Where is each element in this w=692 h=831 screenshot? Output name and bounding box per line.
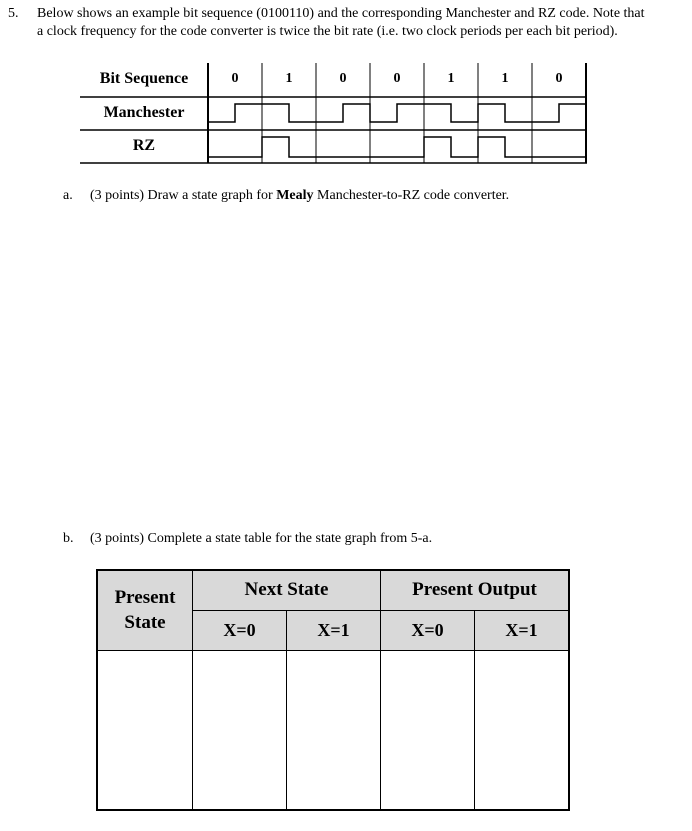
output-x1-header: X=1 bbox=[475, 610, 570, 650]
bit-value: 1 bbox=[285, 71, 293, 86]
present-output-header: Present Output bbox=[381, 570, 570, 610]
part-a-text-bold: Mealy bbox=[276, 188, 314, 203]
present-state-cell[interactable] bbox=[97, 650, 193, 810]
state-table bbox=[96, 569, 570, 811]
bit-value: 0 bbox=[555, 71, 563, 86]
bit-value: 0 bbox=[393, 71, 401, 86]
next-state-header: Next State bbox=[193, 570, 381, 610]
next-state-x1-header: X=1 bbox=[287, 610, 381, 650]
part-a-text-before: (3 points) Draw a state graph for bbox=[90, 188, 277, 203]
part-b-letter: b. bbox=[63, 531, 74, 546]
part-a-text bbox=[90, 188, 509, 204]
bit-value: 1 bbox=[447, 71, 455, 86]
manchester-waveform bbox=[208, 104, 586, 122]
bit-value: 0 bbox=[339, 71, 347, 86]
present-state-header bbox=[97, 570, 193, 650]
part-a-letter: a. bbox=[63, 188, 73, 203]
next-state-x1-cell[interactable] bbox=[287, 650, 381, 810]
present-state-line1: Present bbox=[114, 587, 176, 609]
next-state-x0-cell[interactable] bbox=[193, 650, 287, 810]
question-number: 5. bbox=[8, 6, 19, 21]
bit-value: 1 bbox=[501, 71, 509, 86]
bit-value: 0 bbox=[231, 71, 239, 86]
part-b-text: (3 points) Complete a state table for the state graph from 5-a. bbox=[90, 531, 433, 546]
next-state-x0-header: X=0 bbox=[193, 610, 287, 650]
row-label-rz: RZ bbox=[132, 137, 156, 154]
rz-waveform bbox=[208, 137, 586, 157]
part-a-text-after: Manchester-to-RZ code converter. bbox=[313, 188, 510, 203]
output-x0-cell[interactable] bbox=[381, 650, 475, 810]
question-text-line1: Below shows an example bit sequence (0100110) and the corresponding Manchester and RZ code. Note that bbox=[37, 6, 645, 21]
row-label-manchester: Manchester bbox=[103, 104, 185, 121]
row-label-bit-sequence: Bit Sequence bbox=[99, 70, 189, 87]
output-x1-cell[interactable] bbox=[475, 650, 570, 810]
output-x0-header: X=0 bbox=[381, 610, 475, 650]
present-state-line2: State bbox=[124, 612, 166, 634]
question-text-line2: a clock frequency for the code converter is twice the bit rate (i.e. two clock periods per each bit period). bbox=[37, 24, 618, 39]
